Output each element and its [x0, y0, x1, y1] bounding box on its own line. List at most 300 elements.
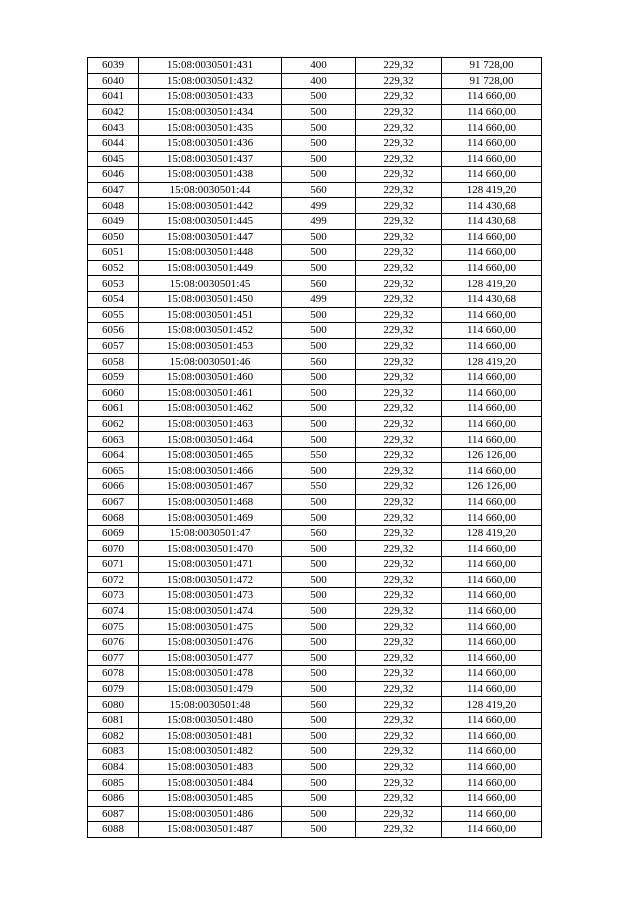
table-row — [88, 89, 542, 105]
amount-cell: 114 660,00 — [442, 744, 542, 760]
area-cell: 500 — [282, 806, 356, 822]
area-cell: 500 — [282, 307, 356, 323]
rate-cell: 229,32 — [356, 650, 442, 666]
table-row — [88, 229, 542, 245]
amount-cell: 91 728,00 — [442, 73, 542, 89]
cadastral-number-cell: 15:08:0030501:476 — [139, 634, 282, 650]
table-row — [88, 354, 542, 370]
amount-cell: 128 419,20 — [442, 697, 542, 713]
area-cell: 500 — [282, 401, 356, 417]
row-number-cell: 6039 — [88, 58, 139, 74]
table-row — [88, 291, 542, 307]
area-cell: 500 — [282, 775, 356, 791]
cadastral-number-cell: 15:08:0030501:486 — [139, 806, 282, 822]
row-number-cell: 6068 — [88, 510, 139, 526]
rate-cell: 229,32 — [356, 354, 442, 370]
row-number-cell: 6048 — [88, 198, 139, 214]
rate-cell: 229,32 — [356, 432, 442, 448]
table-row — [88, 58, 542, 74]
cadastral-number-cell: 15:08:0030501:470 — [139, 541, 282, 557]
table-row — [88, 525, 542, 541]
table-row — [88, 634, 542, 650]
area-cell: 500 — [282, 541, 356, 557]
row-number-cell: 6063 — [88, 432, 139, 448]
area-cell: 500 — [282, 588, 356, 604]
cadastral-number-cell: 15:08:0030501:45 — [139, 276, 282, 292]
area-cell: 500 — [282, 619, 356, 635]
cadastral-number-cell: 15:08:0030501:434 — [139, 104, 282, 120]
row-number-cell: 6083 — [88, 744, 139, 760]
rate-cell: 229,32 — [356, 401, 442, 417]
table-row — [88, 822, 542, 838]
cadastral-number-cell: 15:08:0030501:48 — [139, 697, 282, 713]
area-cell: 500 — [282, 245, 356, 261]
row-number-cell: 6050 — [88, 229, 139, 245]
amount-cell: 114 660,00 — [442, 541, 542, 557]
cadastral-number-cell: 15:08:0030501:437 — [139, 151, 282, 167]
row-number-cell: 6071 — [88, 557, 139, 573]
table-row — [88, 712, 542, 728]
amount-cell: 91 728,00 — [442, 58, 542, 74]
table-row — [88, 151, 542, 167]
row-number-cell: 6049 — [88, 213, 139, 229]
row-number-cell: 6045 — [88, 151, 139, 167]
area-cell: 560 — [282, 354, 356, 370]
amount-cell: 126 126,00 — [442, 447, 542, 463]
table-row — [88, 650, 542, 666]
row-number-cell: 6041 — [88, 89, 139, 105]
row-number-cell: 6087 — [88, 806, 139, 822]
cadastral-number-cell: 15:08:0030501:468 — [139, 494, 282, 510]
rate-cell: 229,32 — [356, 338, 442, 354]
rate-cell: 229,32 — [356, 619, 442, 635]
amount-cell: 114 660,00 — [442, 806, 542, 822]
row-number-cell: 6065 — [88, 463, 139, 479]
cadastral-number-cell: 15:08:0030501:452 — [139, 323, 282, 339]
rate-cell: 229,32 — [356, 245, 442, 261]
table-row — [88, 323, 542, 339]
cadastral-number-cell: 15:08:0030501:465 — [139, 447, 282, 463]
table-row — [88, 276, 542, 292]
amount-cell: 114 660,00 — [442, 712, 542, 728]
row-number-cell: 6069 — [88, 525, 139, 541]
rate-cell: 229,32 — [356, 276, 442, 292]
rate-cell: 229,32 — [356, 447, 442, 463]
row-number-cell: 6055 — [88, 307, 139, 323]
amount-cell: 114 660,00 — [442, 432, 542, 448]
cadastral-number-cell: 15:08:0030501:478 — [139, 666, 282, 682]
area-cell: 500 — [282, 494, 356, 510]
table-row — [88, 697, 542, 713]
rate-cell: 229,32 — [356, 541, 442, 557]
table-row — [88, 479, 542, 495]
area-cell: 500 — [282, 369, 356, 385]
row-number-cell: 6066 — [88, 479, 139, 495]
row-number-cell: 6057 — [88, 338, 139, 354]
table-row — [88, 759, 542, 775]
cadastral-number-cell: 15:08:0030501:447 — [139, 229, 282, 245]
area-cell: 500 — [282, 666, 356, 682]
row-number-cell: 6042 — [88, 104, 139, 120]
rate-cell: 229,32 — [356, 73, 442, 89]
row-number-cell: 6043 — [88, 120, 139, 136]
cadastral-number-cell: 15:08:0030501:474 — [139, 603, 282, 619]
row-number-cell: 6056 — [88, 323, 139, 339]
area-cell: 560 — [282, 697, 356, 713]
row-number-cell: 6058 — [88, 354, 139, 370]
cadastral-number-cell: 15:08:0030501:464 — [139, 432, 282, 448]
area-cell: 500 — [282, 759, 356, 775]
row-number-cell: 6061 — [88, 401, 139, 417]
row-number-cell: 6086 — [88, 790, 139, 806]
amount-cell: 114 660,00 — [442, 323, 542, 339]
cadastral-number-cell: 15:08:0030501:433 — [139, 89, 282, 105]
rate-cell: 229,32 — [356, 634, 442, 650]
cadastral-number-cell: 15:08:0030501:487 — [139, 822, 282, 838]
cadastral-number-cell: 15:08:0030501:480 — [139, 712, 282, 728]
amount-cell: 114 660,00 — [442, 229, 542, 245]
cadastral-number-cell: 15:08:0030501:475 — [139, 619, 282, 635]
table-row — [88, 681, 542, 697]
area-cell: 500 — [282, 260, 356, 276]
amount-cell: 114 660,00 — [442, 728, 542, 744]
table-row — [88, 447, 542, 463]
area-cell: 500 — [282, 120, 356, 136]
table-row — [88, 167, 542, 183]
row-number-cell: 6047 — [88, 182, 139, 198]
table-row — [88, 666, 542, 682]
rate-cell: 229,32 — [356, 744, 442, 760]
table-row — [88, 432, 542, 448]
area-cell: 560 — [282, 276, 356, 292]
area-cell: 500 — [282, 385, 356, 401]
area-cell: 550 — [282, 447, 356, 463]
amount-cell: 114 660,00 — [442, 775, 542, 791]
table-row — [88, 619, 542, 635]
amount-cell: 114 660,00 — [442, 135, 542, 151]
area-cell: 550 — [282, 479, 356, 495]
cadastral-number-cell: 15:08:0030501:451 — [139, 307, 282, 323]
row-number-cell: 6060 — [88, 385, 139, 401]
table-row — [88, 198, 542, 214]
rate-cell: 229,32 — [356, 822, 442, 838]
cadastral-number-cell: 15:08:0030501:432 — [139, 73, 282, 89]
table-body — [88, 58, 542, 838]
area-cell: 500 — [282, 229, 356, 245]
area-cell: 500 — [282, 323, 356, 339]
amount-cell: 128 419,20 — [442, 182, 542, 198]
amount-cell: 114 660,00 — [442, 634, 542, 650]
area-cell: 500 — [282, 463, 356, 479]
row-number-cell: 6074 — [88, 603, 139, 619]
cadastral-number-cell: 15:08:0030501:467 — [139, 479, 282, 495]
area-cell: 500 — [282, 712, 356, 728]
area-cell: 500 — [282, 634, 356, 650]
rate-cell: 229,32 — [356, 58, 442, 74]
row-number-cell: 6062 — [88, 416, 139, 432]
rate-cell: 229,32 — [356, 416, 442, 432]
table-row — [88, 463, 542, 479]
cadastral-number-cell: 15:08:0030501:436 — [139, 135, 282, 151]
cadastral-number-cell: 15:08:0030501:462 — [139, 401, 282, 417]
cadastral-number-cell: 15:08:0030501:463 — [139, 416, 282, 432]
row-number-cell: 6076 — [88, 634, 139, 650]
rate-cell: 229,32 — [356, 151, 442, 167]
amount-cell: 126 126,00 — [442, 479, 542, 495]
table-row — [88, 213, 542, 229]
area-cell: 500 — [282, 104, 356, 120]
rate-cell: 229,32 — [356, 104, 442, 120]
rate-cell: 229,32 — [356, 120, 442, 136]
area-cell: 400 — [282, 58, 356, 74]
cadastral-number-cell: 15:08:0030501:44 — [139, 182, 282, 198]
row-number-cell: 6082 — [88, 728, 139, 744]
row-number-cell: 6054 — [88, 291, 139, 307]
amount-cell: 128 419,20 — [442, 525, 542, 541]
cadastral-number-cell: 15:08:0030501:442 — [139, 198, 282, 214]
rate-cell: 229,32 — [356, 307, 442, 323]
rate-cell: 229,32 — [356, 759, 442, 775]
rate-cell: 229,32 — [356, 260, 442, 276]
area-cell: 500 — [282, 572, 356, 588]
row-number-cell: 6085 — [88, 775, 139, 791]
row-number-cell: 6070 — [88, 541, 139, 557]
amount-cell: 114 660,00 — [442, 89, 542, 105]
cadastral-number-cell: 15:08:0030501:471 — [139, 557, 282, 573]
table-row — [88, 104, 542, 120]
row-number-cell: 6080 — [88, 697, 139, 713]
rate-cell: 229,32 — [356, 681, 442, 697]
table-row — [88, 385, 542, 401]
rate-cell: 229,32 — [356, 697, 442, 713]
area-cell: 500 — [282, 681, 356, 697]
cadastral-number-cell: 15:08:0030501:438 — [139, 167, 282, 183]
table-row — [88, 728, 542, 744]
amount-cell: 114 660,00 — [442, 572, 542, 588]
amount-cell: 114 660,00 — [442, 416, 542, 432]
rate-cell: 229,32 — [356, 182, 442, 198]
cadastral-number-cell: 15:08:0030501:461 — [139, 385, 282, 401]
cadastral-number-cell: 15:08:0030501:453 — [139, 338, 282, 354]
rate-cell: 229,32 — [356, 89, 442, 105]
area-cell: 500 — [282, 728, 356, 744]
cadastral-number-cell: 15:08:0030501:460 — [139, 369, 282, 385]
amount-cell: 114 660,00 — [442, 167, 542, 183]
rate-cell: 229,32 — [356, 167, 442, 183]
area-cell: 560 — [282, 525, 356, 541]
table-row — [88, 369, 542, 385]
cadastral-number-cell: 15:08:0030501:469 — [139, 510, 282, 526]
rate-cell: 229,32 — [356, 572, 442, 588]
table-row — [88, 338, 542, 354]
cadastral-number-cell: 15:08:0030501:483 — [139, 759, 282, 775]
cadastral-number-cell: 15:08:0030501:473 — [139, 588, 282, 604]
table-row — [88, 307, 542, 323]
cadastral-number-cell: 15:08:0030501:472 — [139, 572, 282, 588]
table-row — [88, 494, 542, 510]
amount-cell: 114 660,00 — [442, 385, 542, 401]
row-number-cell: 6040 — [88, 73, 139, 89]
table-row — [88, 182, 542, 198]
row-number-cell: 6084 — [88, 759, 139, 775]
cadastral-number-cell: 15:08:0030501:477 — [139, 650, 282, 666]
rate-cell: 229,32 — [356, 463, 442, 479]
rate-cell: 229,32 — [356, 385, 442, 401]
area-cell: 500 — [282, 416, 356, 432]
cadastral-number-cell: 15:08:0030501:431 — [139, 58, 282, 74]
amount-cell: 114 660,00 — [442, 619, 542, 635]
rate-cell: 229,32 — [356, 213, 442, 229]
amount-cell: 128 419,20 — [442, 354, 542, 370]
amount-cell: 114 660,00 — [442, 151, 542, 167]
table-row — [88, 245, 542, 261]
rate-cell: 229,32 — [356, 323, 442, 339]
rate-cell: 229,32 — [356, 603, 442, 619]
rate-cell: 229,32 — [356, 588, 442, 604]
area-cell: 500 — [282, 151, 356, 167]
amount-cell: 114 660,00 — [442, 120, 542, 136]
amount-cell: 114 660,00 — [442, 338, 542, 354]
amount-cell: 114 660,00 — [442, 260, 542, 276]
area-cell: 500 — [282, 167, 356, 183]
area-cell: 500 — [282, 744, 356, 760]
table-row — [88, 588, 542, 604]
row-number-cell: 6052 — [88, 260, 139, 276]
area-cell: 499 — [282, 198, 356, 214]
amount-cell: 114 430,68 — [442, 213, 542, 229]
row-number-cell: 6073 — [88, 588, 139, 604]
rate-cell: 229,32 — [356, 494, 442, 510]
row-number-cell: 6075 — [88, 619, 139, 635]
amount-cell: 114 660,00 — [442, 557, 542, 573]
row-number-cell: 6079 — [88, 681, 139, 697]
cadastral-number-cell: 15:08:0030501:448 — [139, 245, 282, 261]
amount-cell: 114 660,00 — [442, 104, 542, 120]
row-number-cell: 6044 — [88, 135, 139, 151]
table-row — [88, 416, 542, 432]
amount-cell: 114 660,00 — [442, 650, 542, 666]
area-cell: 500 — [282, 650, 356, 666]
amount-cell: 114 660,00 — [442, 369, 542, 385]
rate-cell: 229,32 — [356, 666, 442, 682]
cadastral-number-cell: 15:08:0030501:485 — [139, 790, 282, 806]
amount-cell: 114 430,68 — [442, 198, 542, 214]
amount-cell: 114 660,00 — [442, 681, 542, 697]
amount-cell: 114 430,68 — [442, 291, 542, 307]
cadastral-number-cell: 15:08:0030501:445 — [139, 213, 282, 229]
amount-cell: 114 660,00 — [442, 245, 542, 261]
row-number-cell: 6059 — [88, 369, 139, 385]
table-row — [88, 572, 542, 588]
area-cell: 400 — [282, 73, 356, 89]
rate-cell: 229,32 — [356, 806, 442, 822]
amount-cell: 114 660,00 — [442, 603, 542, 619]
rate-cell: 229,32 — [356, 525, 442, 541]
table-row — [88, 775, 542, 791]
table-row — [88, 557, 542, 573]
amount-cell: 114 660,00 — [442, 822, 542, 838]
cadastral-number-cell: 15:08:0030501:466 — [139, 463, 282, 479]
area-cell: 500 — [282, 338, 356, 354]
amount-cell: 128 419,20 — [442, 276, 542, 292]
data-table — [87, 57, 542, 838]
table-row — [88, 790, 542, 806]
table-row — [88, 401, 542, 417]
area-cell: 499 — [282, 291, 356, 307]
cadastral-number-cell: 15:08:0030501:449 — [139, 260, 282, 276]
cadastral-number-cell: 15:08:0030501:450 — [139, 291, 282, 307]
cadastral-number-cell: 15:08:0030501:479 — [139, 681, 282, 697]
rate-cell: 229,32 — [356, 557, 442, 573]
amount-cell: 114 660,00 — [442, 401, 542, 417]
table-row — [88, 510, 542, 526]
row-number-cell: 6046 — [88, 167, 139, 183]
rate-cell: 229,32 — [356, 369, 442, 385]
area-cell: 500 — [282, 89, 356, 105]
row-number-cell: 6053 — [88, 276, 139, 292]
area-cell: 500 — [282, 510, 356, 526]
rate-cell: 229,32 — [356, 229, 442, 245]
amount-cell: 114 660,00 — [442, 759, 542, 775]
table-row — [88, 744, 542, 760]
row-number-cell: 6088 — [88, 822, 139, 838]
amount-cell: 114 660,00 — [442, 463, 542, 479]
rate-cell: 229,32 — [356, 479, 442, 495]
rate-cell: 229,32 — [356, 510, 442, 526]
amount-cell: 114 660,00 — [442, 307, 542, 323]
rate-cell: 229,32 — [356, 775, 442, 791]
area-cell: 500 — [282, 557, 356, 573]
area-cell: 499 — [282, 213, 356, 229]
row-number-cell: 6072 — [88, 572, 139, 588]
row-number-cell: 6064 — [88, 447, 139, 463]
row-number-cell: 6067 — [88, 494, 139, 510]
rate-cell: 229,32 — [356, 728, 442, 744]
rate-cell: 229,32 — [356, 135, 442, 151]
cadastral-number-cell: 15:08:0030501:47 — [139, 525, 282, 541]
amount-cell: 114 660,00 — [442, 666, 542, 682]
table-row — [88, 603, 542, 619]
cadastral-number-cell: 15:08:0030501:46 — [139, 354, 282, 370]
area-cell: 500 — [282, 822, 356, 838]
area-cell: 500 — [282, 603, 356, 619]
amount-cell: 114 660,00 — [442, 790, 542, 806]
cadastral-number-cell: 15:08:0030501:481 — [139, 728, 282, 744]
amount-cell: 114 660,00 — [442, 588, 542, 604]
amount-cell: 114 660,00 — [442, 494, 542, 510]
table-row — [88, 541, 542, 557]
cadastral-number-cell: 15:08:0030501:435 — [139, 120, 282, 136]
area-cell: 500 — [282, 135, 356, 151]
cadastral-number-cell: 15:08:0030501:482 — [139, 744, 282, 760]
table-row — [88, 135, 542, 151]
row-number-cell: 6078 — [88, 666, 139, 682]
rate-cell: 229,32 — [356, 712, 442, 728]
row-number-cell: 6077 — [88, 650, 139, 666]
rate-cell: 229,32 — [356, 198, 442, 214]
row-number-cell: 6081 — [88, 712, 139, 728]
table-row — [88, 73, 542, 89]
area-cell: 500 — [282, 790, 356, 806]
rate-cell: 229,32 — [356, 291, 442, 307]
rate-cell: 229,32 — [356, 790, 442, 806]
table-row — [88, 120, 542, 136]
row-number-cell: 6051 — [88, 245, 139, 261]
table-row — [88, 806, 542, 822]
table-row — [88, 260, 542, 276]
cadastral-number-cell: 15:08:0030501:484 — [139, 775, 282, 791]
area-cell: 560 — [282, 182, 356, 198]
